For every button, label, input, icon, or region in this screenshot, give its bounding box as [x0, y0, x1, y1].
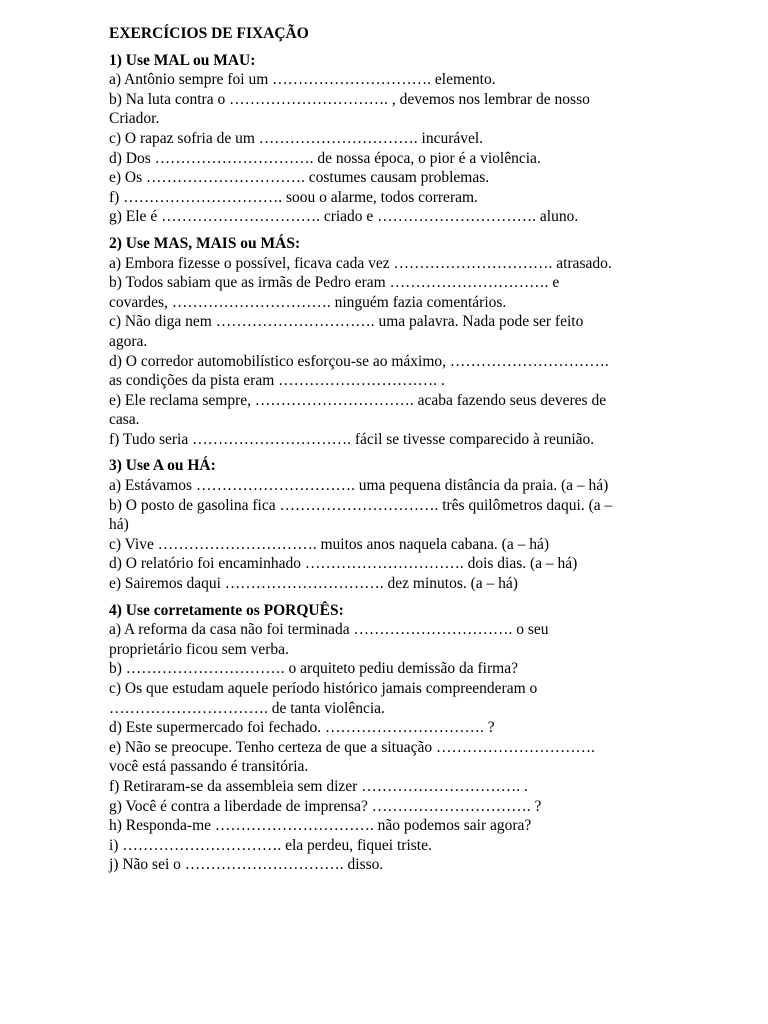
exercise-line: a) Antônio sempre foi um …………………………. elemento. — [109, 71, 496, 89]
section-heading: 1) Use MAL ou MAU: — [109, 51, 256, 69]
exercise-line: casa. — [109, 411, 140, 429]
exercise-line: d) Dos …………………………. de nossa época, o pior é a violência. — [109, 149, 541, 167]
exercise-line: e) Ele reclama sempre, …………………………. acaba fazendo seus deveres de — [109, 391, 607, 409]
exercise-line: f) …………………………. soou o alarme, todos correram. — [109, 188, 478, 206]
exercise-line: e) Sairemos daqui …………………………. dez minutos. (a – há) — [109, 575, 518, 593]
exercise-line: agora. — [109, 332, 148, 350]
exercise-sheet — [109, 24, 669, 882]
exercise-line: d) O corredor automobilístico esforçou-se ao máximo, …………………………. — [109, 352, 609, 370]
exercise-line: b) …………………………. o arquiteto pediu demissão da firma? — [109, 660, 518, 678]
exercise-line: c) Os que estudam aquele período histórico jamais compreenderam o — [109, 680, 538, 697]
exercise-line: proprietário ficou sem verba. — [109, 640, 289, 658]
section-heading: 3) Use A ou HÁ: — [109, 457, 216, 475]
section-heading: 2) Use MAS, MAIS ou MÁS: — [109, 234, 301, 252]
exercise-line: h) Responda-me …………………………. não podemos sair agora? — [109, 817, 532, 835]
section-heading: 4) Use corretamente os PORQUÊS: — [109, 601, 344, 619]
exercise-line: g) Você é contra a liberdade de imprensa? …………………………. ? — [109, 797, 542, 815]
exercise-line: b) Na luta contra o …………………………. , devemos nos lembrar de nosso — [109, 90, 590, 108]
page-title: EXERCÍCIOS DE FIXAÇÃO — [109, 25, 309, 42]
exercise-line: Criador. — [109, 110, 160, 128]
exercise-sections — [109, 51, 669, 875]
exercise-line: j) Não sei o …………………………. disso. — [109, 856, 384, 874]
exercise-line: c) O rapaz sofria de um …………………………. incurável. — [109, 129, 484, 147]
exercise-line: e) Não se preocupe. Tenho certeza de que a situação …………………………. — [109, 738, 595, 756]
exercise-line: i) …………………………. ela perdeu, fiquei triste. — [109, 836, 432, 854]
exercise-line: c) Vive …………………………. muitos anos naquela cabana. (a – há) — [109, 535, 549, 553]
exercise-line: d) O relatório foi encaminhado …………………………. dois dias. (a – há) — [109, 555, 578, 573]
exercise-line: f) Tudo seria …………………………. fácil se tivesse comparecido à reunião. — [109, 430, 595, 448]
exercise-line: b) O posto de gasolina fica …………………………. três quilômetros daqui. (a – — [109, 496, 613, 514]
exercise-line: as condições da pista eram …………………………. . — [109, 372, 445, 390]
exercise-section — [109, 456, 669, 593]
exercise-line: há) — [109, 516, 129, 534]
exercise-line: e) Os …………………………. costumes causam problemas. — [109, 169, 490, 187]
exercise-line: d) Este supermercado foi fechado. …………………………. ? — [109, 719, 495, 737]
exercise-line: a) Estávamos …………………………. uma pequena distância da praia. (a – há) — [109, 477, 609, 495]
exercise-line: a) Embora fizesse o possível, ficava cada vez …………………………. atrasado. — [109, 254, 612, 272]
exercise-line: g) Ele é …………………………. criado e …………………………. aluno. — [109, 208, 579, 226]
exercise-line: b) Todos sabiam que as irmãs de Pedro eram …………………………. e — [109, 274, 560, 292]
exercise-section — [109, 51, 669, 227]
exercise-section — [109, 601, 669, 875]
exercise-line: covardes, …………………………. ninguém fazia comentários. — [109, 293, 507, 311]
exercise-line: c) Não diga nem …………………………. uma palavra. Nada pode ser feito — [109, 313, 584, 331]
exercise-section — [109, 234, 669, 450]
exercise-line: …………………………. de tanta violência. — [109, 699, 385, 717]
exercise-line: você está passando é transitória. — [109, 758, 309, 776]
exercise-line: a) A reforma da casa não foi terminada …………………………. o seu — [109, 621, 549, 639]
exercise-line: f) Retiraram-se da assembleia sem dizer …………………………. . — [109, 777, 528, 795]
